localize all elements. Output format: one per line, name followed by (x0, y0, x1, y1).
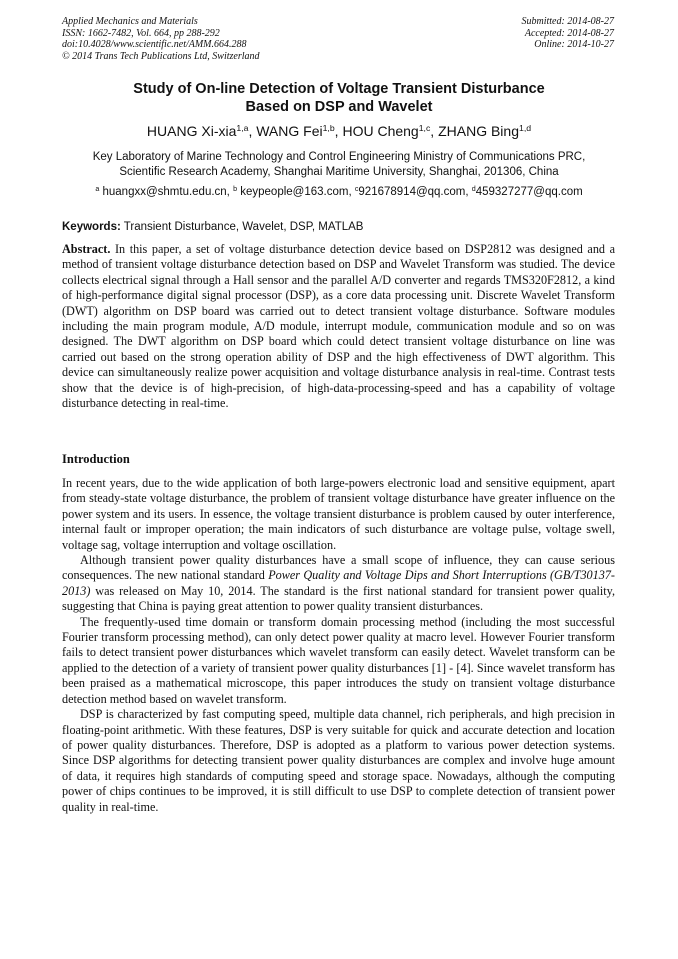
keywords-label: Keywords: (62, 221, 121, 233)
affiliation-line-2: Scientific Research Academy, Shanghai Maritime University, Shanghai, 201306, China (119, 166, 559, 178)
affiliation-line-1: Key Laboratory of Marine Technology and Control Engineering Ministry of Communications PRC, (92, 151, 586, 163)
keywords (62, 220, 622, 235)
author-separator: , (334, 123, 343, 139)
standard-title: Power Quality and Voltage Dips and Short Interruptions (GB/T30137-2013) (62, 568, 615, 598)
issn-line: ISSN: 1662-7482, Vol. 664, pp 288-292 (62, 27, 220, 39)
doi-line[interactable]: doi:10.4028/www.scientific.net/AMM.664.288 (62, 39, 247, 50)
intro-paragraph-4: DSP is characterized by fast computing speed, multiple data channel, rich peripherals, and high precision in floating-point arithmetic. With these features, DSP is very suitable for quick and accurate detection and location of power quality disturbances. Therefore, DSP is adopted as a platform to various power detection systems. Since DSP algorithms for detecting transient power quality disturbances are complex and involve huge amount of data, it requires high standards of computing speed and storage space. Nowadays, although the computing power of chips continues to be improved, it is still difficult to use DSP to complete detection of transient power quality in real-time. (62, 707, 615, 814)
author-list (20, 122, 658, 140)
journal-header (62, 16, 260, 62)
author-affiliation-mark: 1,a (236, 123, 249, 134)
email-list (30, 185, 648, 200)
email-address[interactable]: keypeople@163.com, (237, 186, 355, 198)
journal-name: Applied Mechanics and Materials (62, 16, 198, 27)
title-line-2: Based on DSP and Wavelet (245, 99, 433, 115)
intro-p2-text-a: Although transient power quality disturbances have a small scope of influence, they can cause serious consequences. The new national standard (62, 553, 615, 583)
author-separator: , (430, 123, 439, 139)
author-affiliation-mark: 1,b (322, 123, 335, 134)
title-line-1: Study of On-line Detection of Voltage Transient Disturbance (133, 81, 545, 97)
email-mark: d (471, 185, 476, 194)
email-mark: b (233, 185, 238, 194)
email-address[interactable]: 921678914@qq.com, (358, 186, 472, 198)
author-affiliation-mark: 1,d (519, 123, 532, 134)
submitted-date: Submitted: 2014-08-27 (521, 16, 614, 27)
copyright-line: © 2014 Trans Tech Publications Ltd, Switzerland (62, 50, 260, 62)
paper-title (40, 80, 638, 116)
online-date: Online: 2014-10-27 (534, 39, 614, 50)
introduction-body (62, 476, 615, 815)
author-separator: , (248, 123, 257, 139)
abstract-text: In this paper, a set of voltage disturbance detection device based on DSP2812 was designed and a method of transient voltage disturbance detection based on DSP and Wavelet Transform was studied. The device collects electrical signal through a Hall sensor and the parallel A/D converter and regards TMS320F2812, a kind of high-performance digital signal processor (DSP), as a core data processing unit. Discrete Wavelet Transform (DWT) algorithm on DSP board was carried out to detect transient voltage disturbance. Software modules including the main program module, A/D module, interrupt module, communication module and so on was designed. The DWT algorithm on DSP board which could detect transient voltage disturbance on line was carried out based on the strong operation ability of DSP and the high effectiveness of DWT algorithm. This device can simultaneously realize power acquisition and voltage disturbance analysis in real-time. Contrast tests show that the device is of high-precision, of high-data-processing-speed and has a capability of voltage disturbance detecting in real-time. (62, 242, 615, 411)
author-name: WANG Fei (256, 123, 323, 139)
intro-paragraph-3: The frequently-used time domain or transform domain processing method (including the most successful Fourier transform processing method), can only detect power quality at macro level. However Fourier transform fails to detect transient power disturbances which wavelet transform can easily detect. Wavelet transform can be applied to the detection of a variety of transient power quality disturbances [1] - [4]. Since wavelet transform has been praised as a mathematical microscope, this paper introduces the study on transient voltage disturbance detection method based on wavelet transform. (62, 614, 615, 706)
author-name: HOU Cheng (342, 123, 419, 139)
email-address[interactable]: 459327277@qq.com (475, 186, 583, 198)
dates-header (522, 16, 615, 51)
introduction-heading: Introduction (62, 452, 130, 466)
intro-p2-text-b: was released on May 10, 2014. The standard is the first national standard for transient power quality, suggesting that China is paying great attention to power quality transient disturbances. (62, 583, 615, 614)
email-mark: a (95, 185, 100, 194)
author-affiliation-mark: 1,c (418, 123, 431, 134)
author-name: HUANG Xi-xia (146, 123, 237, 139)
intro-paragraph-2 (62, 553, 615, 615)
accepted-date: Accepted: 2014-08-27 (524, 27, 614, 39)
abstract-label: Abstract. (62, 242, 111, 256)
author-name: ZHANG Bing (438, 123, 519, 139)
abstract (62, 242, 615, 411)
email-mark: c (354, 185, 359, 194)
email-address[interactable]: huangxx@shmtu.edu.cn, (99, 186, 234, 198)
intro-paragraph-1: In recent years, due to the wide application of both large-powers electronic load and sensitive equipment, apart from steady-state voltage disturbance, the problem of transient voltage disturbance have greater influence on the power system and its users. In essence, the voltage transient disturbance is problem caused by outer interference, internal fault or improper operation; the main indicators of such disturbance are voltage pulse, voltage swell, voltage sag, voltage interruption and voltage oscillation. (62, 476, 615, 552)
keywords-text: Transient Disturbance, Wavelet, DSP, MATLAB (120, 221, 364, 233)
affiliation (40, 150, 638, 180)
